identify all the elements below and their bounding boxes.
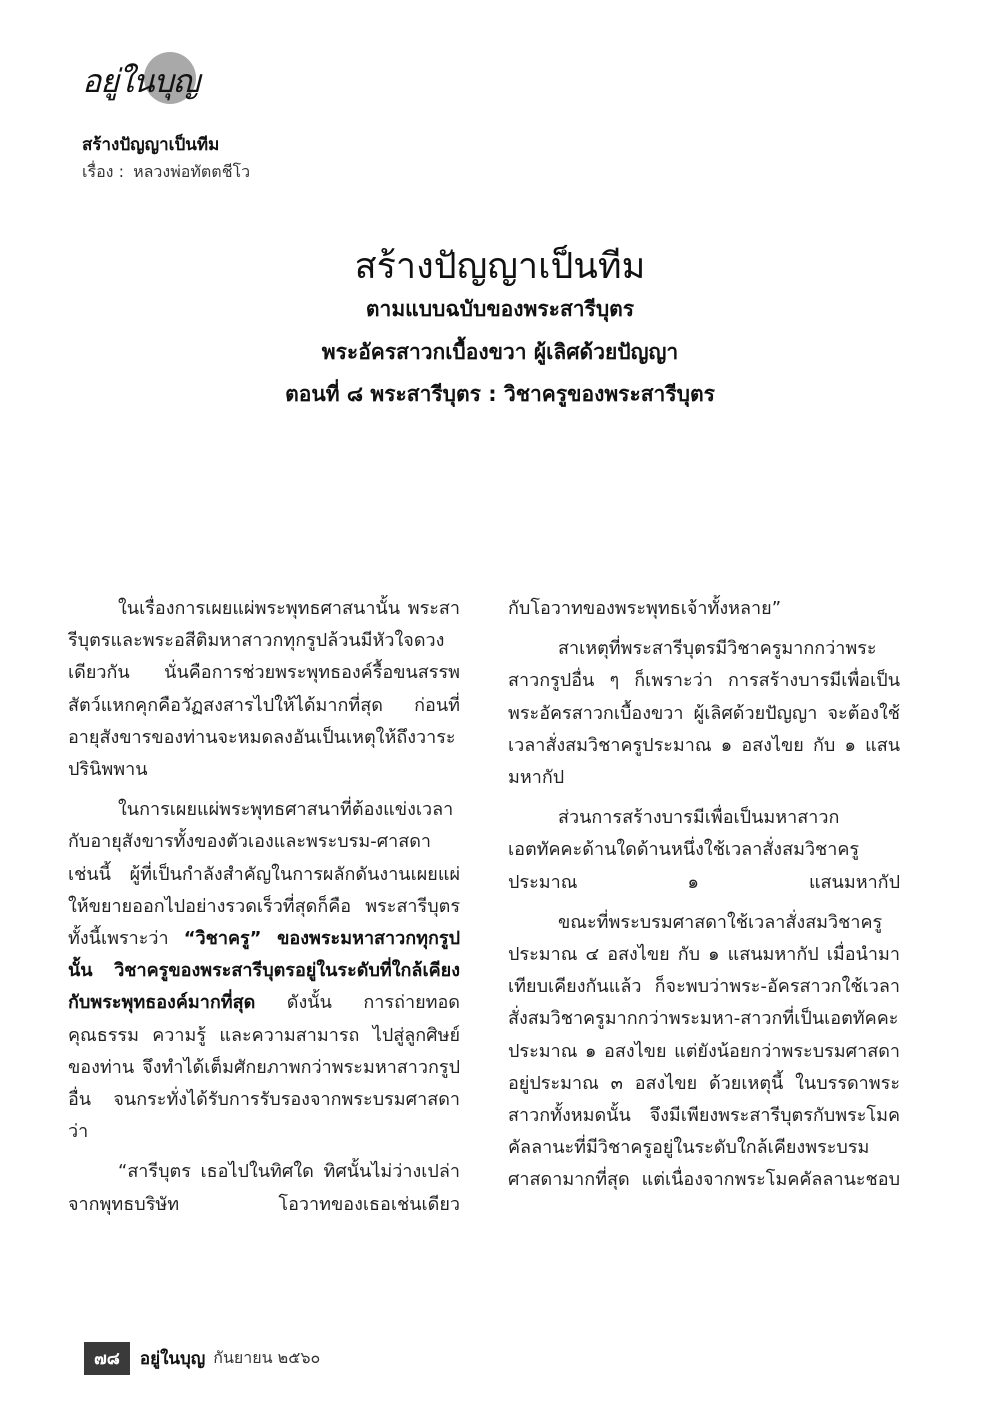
- story-label: เรื่อง :: [82, 162, 124, 181]
- right-paragraph-2: สาเหตุที่พระสารีบุตรมีวิชาครูมากกว่าพระสาวกรูปอื่น ๆ ก็เพราะว่า การสร้างบารมีเพื่อเป็นพระอัครสาวกเบื้องขวา ผู้เลิศด้วยปัญญา จะต้องใช้เวลาสั่งสมวิชาครูประมาณ ๑ อสงไขย กับ ๑ แสนมหากัป: [508, 638, 900, 789]
- right-paragraph-4: ขณะที่พระบรมศาสดาใช้เวลาสั่งสมวิชาครูประมาณ ๔ อสงไขย กับ ๑ แสนมหากัป เมื่อนำมาเทียบเคียงกันแล้ว ก็จะพบว่าพระ-อัครสาวกใช้เวลาสั่งสมวิชาครูมากกว่าพระมหา-สาวกที่เป็นเอตทัคคะประมาณ ๑ อสงไขย แต่ยังน้อยกว่าพระบรมศาสดาอยู่ประมาณ ๓ อสงไขย ด้วยเหตุนี้ ในบรรดาพระสาวกทั้งหมดนั้น จึงมีเพียงพระสารีบุตรกับพระโมคคัลลานะที่มีวิชาครูอยู่ในระดับใกล้เคียงพระบรมศาสดามากที่สุด แต่เนื่องจากพระโมคคัลลานะชอบ: [508, 911, 900, 1191]
- footer-magazine-name: อยู่ในบุญ: [139, 1348, 206, 1369]
- page-footer: [84, 1343, 320, 1373]
- article-subtitle-2: พระอัครสาวกเบื้องขวา ผู้เลิศด้วยปัญญา: [321, 340, 679, 364]
- story-byline: [82, 160, 250, 185]
- left-paragraph-2-rest: ดังนั้น การถ่ายทอดคุณธรรม ความรู้ และความสามารถ ไปสู่ลูกศิษย์ของท่าน จึงทำได้เต็มศักยภาพกว่าพระมหาสาวกรูปอื่น จนกระทั่งได้รับการรับรองจากพระบรมศาสดาว่า: [68, 992, 460, 1143]
- left-paragraph-2: [68, 794, 460, 1148]
- left-paragraph-1: ในเรื่องการเผยแผ่พระพุทธศาสนานั้น พระสารีบุตรและพระอสีติมหาสาวกทุกรูปล้วนมีหัวใจดวงเดียวกัน นั่นคือการช่วยพระพุทธองค์รื้อขนสรรพสัตว์แหกคุกคือวัฏสงสารไปให้ได้มากที่สุด ก่อนที่อายุสังขารของท่านจะหมดลงอันเป็นเหตุให้ถึงวาระปรินิพพาน: [68, 598, 460, 781]
- left-paragraph-3: “สารีบุตร เธอไปในทิศใด ทิศนั้นไม่ว่างเปล่าจากพุทธบริษัท โอวาทของเธอเช่นเดียว: [68, 1161, 460, 1215]
- footer-issue-date: กันยายน ๒๕๖๐: [213, 1347, 321, 1367]
- left-paragraph-2-intro: ในการเผยแผ่พระพุทธศาสนาที่ต้องแข่งเวลากับอายุสังขารทั้งของตัวเองและพระบรม-ศาสดาเช่นนี้ ผู้ที่เป็นกำลังสำคัญในการผลักดันงานเผยแผ่ให้ขยายออกไปอย่างรวดเร็วที่สุดก็คือ พระสารีบุตร ทั้งนี้เพราะว่า: [68, 799, 460, 950]
- right-paragraph-1: กับโอวาทของพระพุทธเจ้าทั้งหลาย”: [508, 598, 782, 619]
- left-paragraph-2-emphasis: “วิชาครู” ของพระมหาสาวกทุกรูปนั้น วิชาครูของพระสารีบุตรอยู่ในระดับที่ใกล้เคียงกับพระพุทธองค์มากที่สุด: [68, 928, 461, 1014]
- article-subtitle-1: ตามแบบฉบับของพระสารีบุตร: [365, 297, 635, 321]
- magazine-logo: [82, 48, 222, 108]
- page-number: ๗๘: [84, 1342, 130, 1375]
- article-title: สร้างปัญญาเป็นทีม: [354, 246, 646, 287]
- right-column: [508, 593, 900, 1205]
- left-column: [68, 593, 460, 1229]
- logo-text: อยู่ในบุญ: [82, 62, 200, 100]
- story-author: หลวงพ่อทัตตชีโว: [133, 162, 251, 181]
- section-title: สร้างปัญญาเป็นทีม: [82, 135, 220, 155]
- article-subtitle-3: ตอนที่ ๘ พระสารีบุตร : วิชาครูของพระสารีบุตร: [285, 382, 715, 406]
- right-paragraph-3: ส่วนการสร้างบารมีเพื่อเป็นมหาสาวกเอตทัคคะด้านใดด้านหนึ่งใช้เวลาสั่งสมวิชาครูประมาณ ๑ แสนมหากัป: [508, 807, 900, 893]
